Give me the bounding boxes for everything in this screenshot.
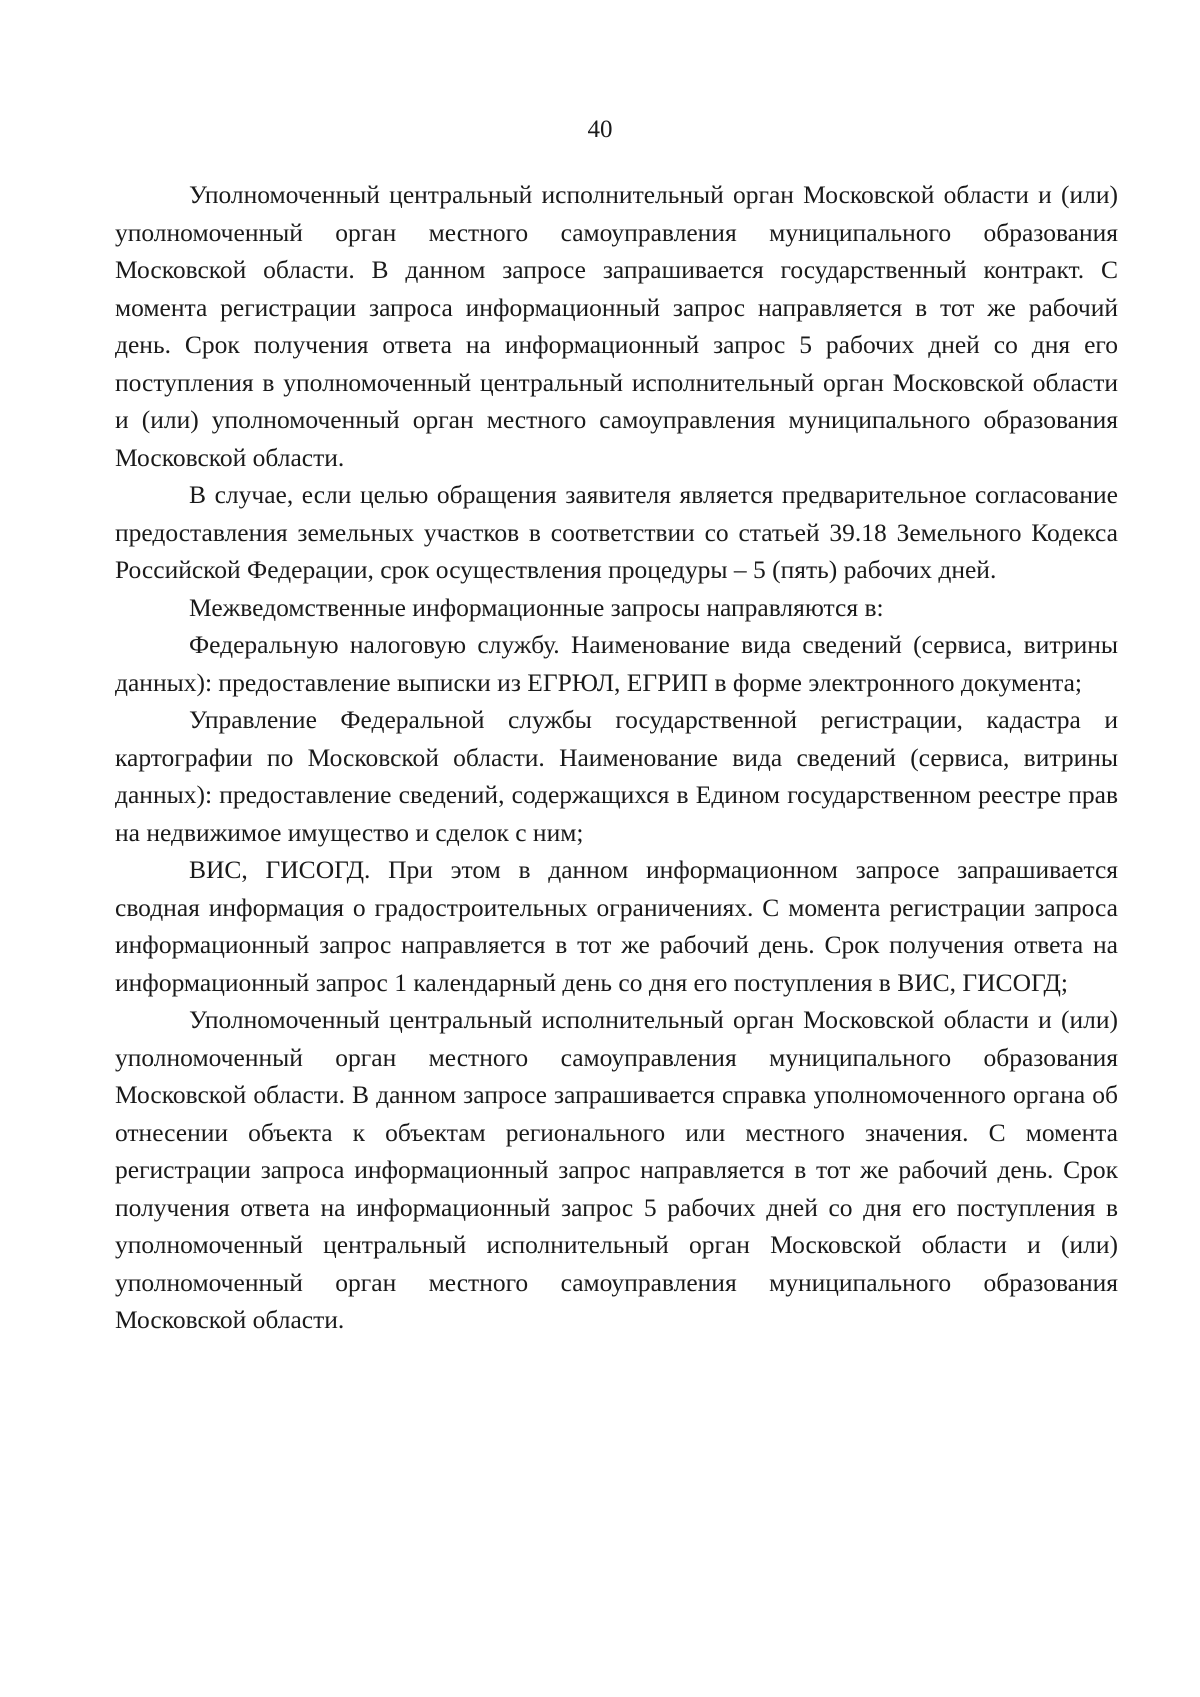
paragraph-authority-reference-request: Уполномоченный центральный исполнительный орган Московской области и (или) уполномоченный орган местного самоуправления муниципального образования Московской области. В данном запросе запрашивается справка уполномоченного органа об отнесении объекта к объектам регионального или местного значения. С момента регистрации запроса информационный запрос направляется в тот же рабочий день. Срок получения ответа на информационный запрос 5 рабочих дней со дня его поступления в уполномоченный центральный исполнительный орган Московской области и (или) уполномоченный орган местного самоуправления муниципального образования Московской области. <box>115 1005 1118 1334</box>
paragraph-land-approval-term: В случае, если целью обращения заявителя является предварительное согласование предоставления земельных участков в соответствии со статьей 39.18 Земельного Кодекса Российской Федерации, срок осуществления процедуры – 5 (пять) рабочих дней. <box>115 480 1118 584</box>
paragraph-authority-contract-request: Уполномоченный центральный исполнительный орган Московской области и (или) уполномоченный орган местного самоуправления муниципального образования Московской области. В данном запросе запрашивается государственный контракт. С момента регистрации запроса информационный запрос направляется в тот же рабочий день. Срок получения ответа на информационный запрос 5 рабочих дней со дня его поступления в уполномоченный центральный исполнительный орган Московской области и (или) уполномоченный орган местного самоуправления муниципального образования Московской области. <box>115 180 1118 472</box>
paragraph-tax-service-request: Федеральную налоговую службу. Наименование вида сведений (сервиса, витрины данных): предоставление выписки из ЕГРЮЛ, ЕГРИП в форме электронного документа; <box>115 630 1118 697</box>
page-number: 40 <box>587 116 613 143</box>
paragraph-interagency-requests-intro: Межведомственные информационные запросы направляются в: <box>189 592 884 622</box>
paragraph-rosreestr-request: Управление Федеральной службы государственной регистрации, кадастра и картографии по Московской области. Наименование вида сведений (сервиса, витрины данных): предоставление сведений, содержащихся в Едином государственном реестре прав на недвижимое имущество и сделок с ним; <box>115 705 1118 847</box>
paragraph-vis-gisogd-request: ВИС, ГИСОГД. При этом в данном информационном запросе запрашивается сводная информация о градостроительных ограничениях. С момента регистрации запроса информационный запрос направляется в тот же рабочий день. Срок получения ответа на информационный запрос 1 календарный день со дня его поступления в ВИС, ГИСОГД; <box>115 855 1118 997</box>
document-body <box>115 176 1118 1339</box>
